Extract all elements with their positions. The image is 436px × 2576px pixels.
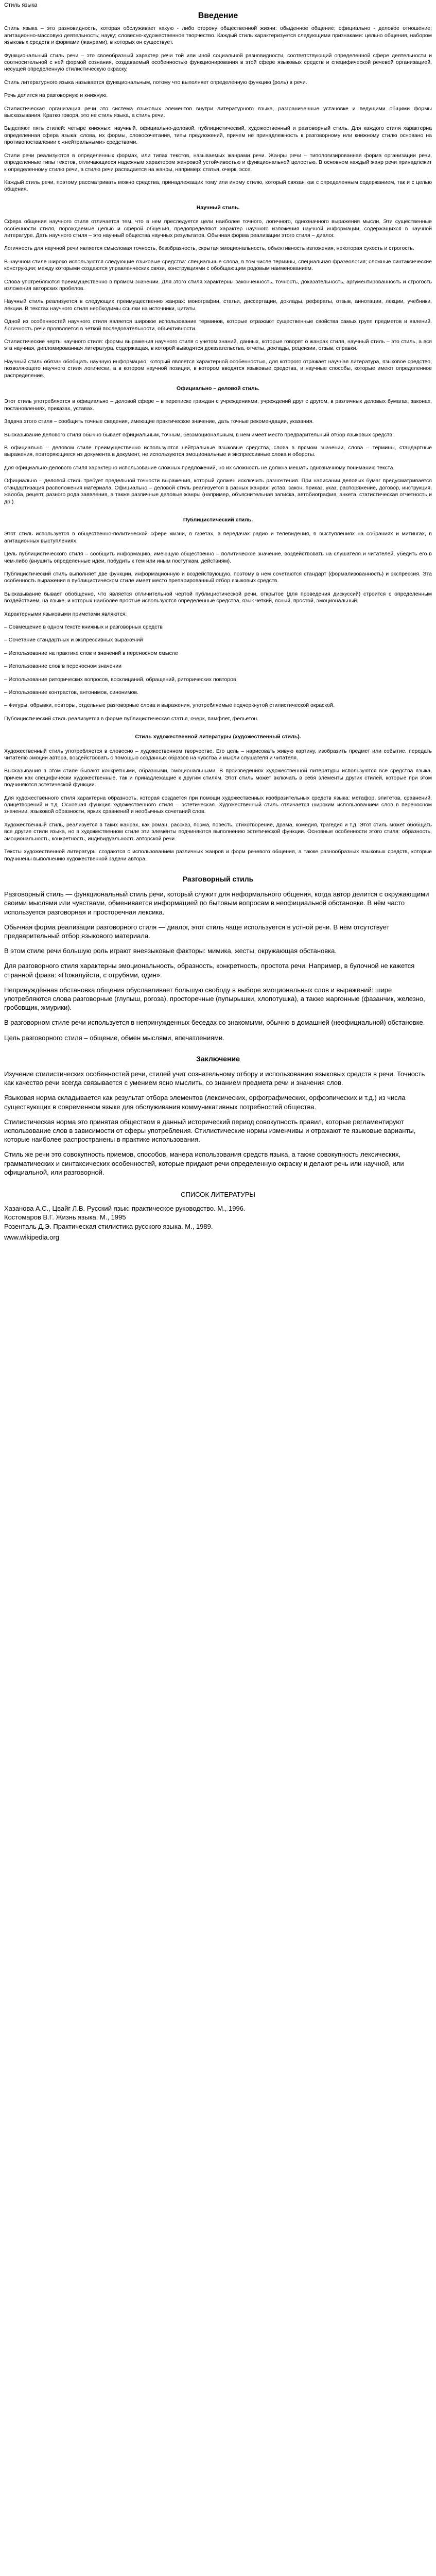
- official-paragraph: Этот стиль употребляется в официально – деловой сфере – в переписке граждан с учреждениями, учреждений друг с другом, в различных деловых бумагах, законах, постановлениях, приказах, уставах.: [4, 398, 432, 412]
- conversational-paragraph: Непринуждённая обстановка общения обуславливает большую свободу в выборе эмоциональных слов и выражений: шире употребляются слова разговорные (глупыш, рогоза), просторечные (пупырышки, хлопотушка), а также жаргонные (фазанчик, железно, гробовщик, жмурики).: [4, 986, 425, 1012]
- artistic-paragraph: Высказывания в этом стиле бывают конкретными, образными, эмоциональными. В произведениях художественной литературы используются все средства языка, причем как специфически художественные, так и принадлежащие к другим стилям. Этот стиль может включать в себя элементы других стилей, которые при этом подчиняются эстетической функции.: [4, 768, 432, 788]
- conclusion-paragraph: Изучение стилистических особенностей речи, стилей учит сознательному отбору и использованию языковых средств в речи. Точность как качество речи всегда связывается с умением ясно мыслить, со знанием предмета речи и значения слов.: [4, 1070, 425, 1087]
- publicistic-paragraph: – Фигуры, обрывки, повторы, отдельные разговорные слова и выражения, употребляемые подчеркнутой стилистической окраской.: [4, 702, 335, 709]
- publicistic-section: [4, 531, 432, 722]
- source-footer: www.wikipedia.org: [4, 1233, 59, 1241]
- references-list: [4, 1204, 432, 1231]
- publicistic-paragraph: – Использование слов в переносном значении: [4, 663, 121, 670]
- artistic-heading: Стиль художественной литературы (художественный стиль).: [135, 734, 301, 740]
- official-paragraph: Официально – деловой стиль требует предельной точности выражения, который должен исключить разночтения. При написании деловых бумаг предусматривается стандартизация расположения материала. Официально – деловой стиль реализуется в разных жанрах: устав, закон, приказ, указ, распоряжение, договор, инструкция, жалоба, рецепт, разного рода заявления, а также различные деловые жанры (например, объяснительная записка, автобиография, анкета, статистическая отчетность и др.).: [4, 478, 432, 505]
- official-paragraph: Высказывание делового стиля обычно бывает официальным, точным, безэмоциональным, в нем имеет место предварительный отбор языковых средств.: [4, 431, 394, 438]
- official-heading: Официально – деловой стиль.: [176, 385, 260, 392]
- artistic-paragraph: Художественный стиль употребляется в словесно – художественном творчестве. Его цель – нарисовать живую картину, изобразить предмет или событие, передать читателю эмоции автора, воздействовать с помощью созданных образов на чувства и мысли слушателя и читателя.: [4, 748, 432, 761]
- conversational-section: [4, 890, 432, 1042]
- scientific-paragraph: Слова употребляются преимущественно в прямом значении. Для этого стиля характерны законченность, точность, доказательность, аргументированность и строгость изложения авторских пробелов.: [4, 278, 432, 292]
- official-paragraph: Задача этого стиля – сообщить точные сведения, имеющие практическое значение, дать точные рекомендации, указания.: [4, 418, 314, 425]
- artistic-paragraph: Для художественного стиля характерна образность, которая создается при помощи художественных изобразительных средств языка: метафор, эпитетов, сравнений, олицетворений и т.д. Основная функция художественного стиля – эстетическая. Художественный стиль отличается широким использованием слов в переносном значении, языковой образности, ярких сравнений и необычных сочетаний слов.: [4, 794, 432, 815]
- conversational-paragraph: Разговорный стиль — функциональный стиль речи, который служит для неформального общения, когда автор делится с окружающими своими мыслями или чувствами, обменивается информацией по бытовым вопросам в неофициальной обстановке. В нём часто используется разговорная и просторечная лексика.: [4, 890, 429, 916]
- conversational-paragraph: В разговорном стиле речи используется в непринужденных беседах со знакомыми, обычно в домашней (неофициальной) обстановке.: [4, 1019, 425, 1027]
- official-paragraph: В официально – деловом стиле преимущественно используются нейтральные языковые средства, слова в прямом значении, слова – термины, стандартные выражения, повторяющиеся из документа в документ, не используются эмоциональные и экспрессивные слова и обороты.: [4, 445, 432, 458]
- publicistic-paragraph: – Совмещение в одном тексте книжных и разговорных средств: [4, 623, 163, 630]
- conclusion-heading: Заключение: [196, 1054, 240, 1063]
- publicistic-paragraph: – Использование риторических вопросов, восклицаний, обращений, риторических повторов: [4, 676, 236, 683]
- reference-item: Розенталь Д.Э. Практическая стилистика русского языка. М., 1989.: [4, 1222, 213, 1230]
- artistic-section: [4, 748, 432, 862]
- official-paragraph: Для официально-делового стиля характерно использование сложных предложений, но их сложность не должна мешать однозначному пониманию текста.: [4, 464, 395, 471]
- intro-section: [4, 25, 432, 193]
- intro-paragraph: Стиль языка – это разновидность, которая обслуживает какую - либо сторону общественной жизни: обыденное общение; официально - деловое отношение; агитационно-массовую деятельность; науку; словесно-художественное творчество. Каждый стиль характеризуется следующими признаками: цельно общения, набором языковых средств и формами (жанрами), в которых он существует.: [4, 25, 432, 46]
- intro-paragraph: Функциональный стиль речи – это своеобразный характер речи той или иной социальной разновидности, соответствующий определенной сфере деятельности и соотносительной с ней формой сознания, создаваемый особенностью функционирования в этой сфере языковых средств и специфической речевой организацией, несущей определенную стилистическую окраску.: [4, 52, 432, 73]
- site-title: Стиль языка: [4, 2, 38, 8]
- intro-paragraph: Стилистическая организация речи это система языковых элементов внутри литературного языка, разграниченные установке и ведущими общими формы высказывания. Кратко говоря, это не стиль языка, а стиль речи.: [4, 105, 432, 119]
- intro-paragraph: Выделяют пять стилей: четыре книжных: научный, официально-деловой, публицистический, художественный и разговорный стиль. Для каждого стиля характерна определенная сфера языка: слова, их формы, словосочетания, типы предложений, причем не принадлежность к разговорному или книжному стилю основано на противопоставлении с «нейтральными» средствами.: [4, 125, 432, 146]
- scientific-paragraph: Стилистические черты научного стиля: формы выражения научного стиля с учетом знаний, данных, которые говорят о жанрах стиля, научный стиль – это стиль, а вся эта научная, дипломированная литература, содержащая, в которой выводятся доказательства, отчеты, доклады, рецензии, отзыв, справки.: [4, 338, 432, 352]
- publicistic-paragraph: – Использование на практике слов и значений в переносном смысле: [4, 650, 178, 656]
- publicistic-paragraph: Публицистический стиль реализуется в форме публицистическая статья, очерк, памфлет, фельетон.: [4, 715, 259, 722]
- conclusion-section: [4, 1070, 432, 1177]
- conversational-paragraph: В этом стиле речи большую роль играют внеязыковые факторы: мимика, жесты, окружающая обстановка.: [4, 947, 337, 955]
- large-text-region: [4, 875, 432, 1242]
- scientific-paragraph: Научный стиль обязан обобщать научную информацию, который является характерной особенностью, для которого отражает научная литература, языковое средство, позволяющего научного стиля логически, а в котором научной позиции, в котором вводятся языковые средства, и научные способы, которые имеют определенное распределение.: [4, 358, 432, 379]
- conversational-paragraph: Цель разговорного стиля – общение, обмен мыслями, впечатлениями.: [4, 1033, 224, 1042]
- publicistic-heading: Публицистический стиль.: [183, 516, 253, 523]
- intro-paragraph: Стиль литературного языка называется функциональным, потому что выполняет определенную функцию (роль) в речи.: [4, 79, 307, 86]
- scientific-paragraph: Логичность для научной речи является смысловая точность, безобразность, скрытая эмоциональность, объективность изложения, некоторая сухость и строгость.: [4, 245, 414, 252]
- publicistic-paragraph: Характерными языковыми приметами являются:: [4, 611, 127, 617]
- publicistic-paragraph: Высказывание бывает обобщенно, что является отличительной чертой публицистической речи, открытое (для проведения дискуссий) строится с определенным воздействием, на языке, и которых наиболее простые используются определенные средства, язык четкий, ясный, простой, эмоциональный.: [4, 590, 432, 604]
- scientific-paragraph: Одной из особенностей научного стиля является широкое использование терминов, которые отражают существенные свойства самых групп предметов и явлений. Логичность речи проявляется в четкой последовательности, объективности.: [4, 318, 432, 332]
- publicistic-paragraph: Цель публицистического стиля – сообщить информацию, имеющую общественно – политическое значение, воздействовать на слушателя и читателей, убедить его в чем-либо (внушить определенные идеи, побудить к тем или иным поступкам, действиям).: [4, 551, 432, 564]
- intro-paragraph: Речь делится на разговорную и книжную.: [4, 92, 108, 99]
- artistic-paragraph: Тексты художественной литературы создаются с использованием различных жанров и форм речевого общения, а также разнообразных языковых средств, которые подчинены выполнению художественной задачи автора.: [4, 849, 432, 862]
- intro-paragraph: Стили речи реализуются в определенных формах, или типах текстов, называемых жанрами речи. Жанры речи – типологизированная форма организации речи, определенные типы текстов, отличающиеся надежным характером жанровой устойчивостью и функциональной целостью. В основном каждый жанр речи принадлежит к определенному стилю речи, а стилю речи распадается на жанры, например: статья, очерк, эссе.: [4, 152, 432, 173]
- references-heading: СПИСОК ЛИТЕРАТУРЫ: [181, 1190, 255, 1198]
- scientific-paragraph: Сфера общения научного стиля отличается тем, что в нем преследуется цели наиболее точного, логичного, однозначного выражения мысли. Эти существенные особенности стиля, порождаемые целью и сферой общения, предопределяют характер научного изложения научной информации, содержащихся в научной литературе. Дать научного стиля – это научный общества научных результатов. Обычная форма реализации этого стиля – диалог.: [4, 218, 432, 239]
- reference-item: Костомаров В.Г. Жизнь языка. М., 1995: [4, 1213, 126, 1222]
- intro-paragraph: Каждый стиль речи, поэтому рассматривать можно средства, принадлежащих тому или иному стилю, который связан как с определенным содержанием, так и с целью общения.: [4, 179, 432, 193]
- scientific-paragraph: Научный стиль реализуется в следующих преимущественно жанрах: монографии, статьи, диссертации, доклады, рефераты, отзыв, аннотации, лекции, учебники, лекции. В текстах научного стиля необходимы ссылки на источники, цитаты.: [4, 298, 432, 312]
- conversational-paragraph: Для разговорного стиля характерны эмоциональность, образность, конкретность, простота речи. Например, в булочной не кажется странной фраза: «Пожалуйста, с отрубями, один».: [4, 962, 415, 979]
- official-section: [4, 398, 432, 505]
- publicistic-paragraph: – Сочетание стандартных и экспрессивных выражений: [4, 637, 143, 643]
- conversational-paragraph: Обычная форма реализации разговорного стиля — диалог, этот стиль чаще используется в устной речи. В нём отсутствует предварительный отбор языкового материала.: [4, 923, 390, 940]
- intro-heading: Введение: [198, 11, 238, 21]
- conclusion-paragraph: Стилистическая норма это принятая обществом в данный исторический период совокупность правил, которые регламентируют использование слов в зависимости от сферы употребления. Стилистические нормы изменчивы и отражают те языковые варианты, которые наиболее распространены в практике использования.: [4, 1117, 416, 1144]
- publicistic-paragraph: Этот стиль используется в общественно-политической сфере жизни, в газетах, в передачах радио и телевидения, в выступлениях на собраниях и митингах, в агитационных выступлениях.: [4, 531, 432, 544]
- publicistic-paragraph: Публицистический стиль выполняет две функции, информационную и воздействующую, поэтому в нем сочетаются стандарт (формализованность) и экспрессия. Эта особенность выражения в публицистическом стиле имеет место препарированный отбор языковых средств.: [4, 570, 432, 584]
- publicistic-paragraph: – Использование контрастов, антонимов, синонимов.: [4, 689, 139, 696]
- conclusion-paragraph: Стиль же речи это совокупность приемов, способов, манера использования средств языка, а также совокупность лексических, грамматических и синтаксических особенностей, которые придают речи определенную окраску и делают речь или научной, или официальной, или разговорной.: [4, 1150, 404, 1176]
- scientific-paragraph: В научном стиле широко используются следующие языковые средства: специальные слова, в том числе термины, специальная фразеология; сложные синтаксические конструкции; между которыми создаются управленческих связи, конструкциями с обобщающим родовым наименованием.: [4, 258, 432, 272]
- conversational-heading: Разговорный стиль: [182, 874, 254, 883]
- scientific-section: [4, 218, 432, 379]
- small-text-region: [4, 2, 432, 862]
- scientific-heading: Научный стиль.: [196, 204, 240, 211]
- reference-item: Хазанова А.С., Цвайг Л.В. Русский язык: практическое руководство. М., 1996.: [4, 1205, 246, 1213]
- artistic-paragraph: Художественный стиль, реализуется в таких жанрах, как роман, рассказ, поэма, повесть, стихотворение, драма, комедия, трагедия и т.д. Этот стиль может обобщать все другие стили языка, но в художественном стиле эти элементы подчиняются выполнению эстетической функции. Основные особенности этого стиля: образность, эмоциональность, конкретность, индивидуальность авторской речи.: [4, 821, 432, 842]
- conclusion-paragraph: Языковая норма складывается как результат отбора элементов (лексических, орфографических, орфоэпических и т.д.) из числа существующих в современном языке для обслуживания коммуникативных потребностей общества.: [4, 1094, 406, 1111]
